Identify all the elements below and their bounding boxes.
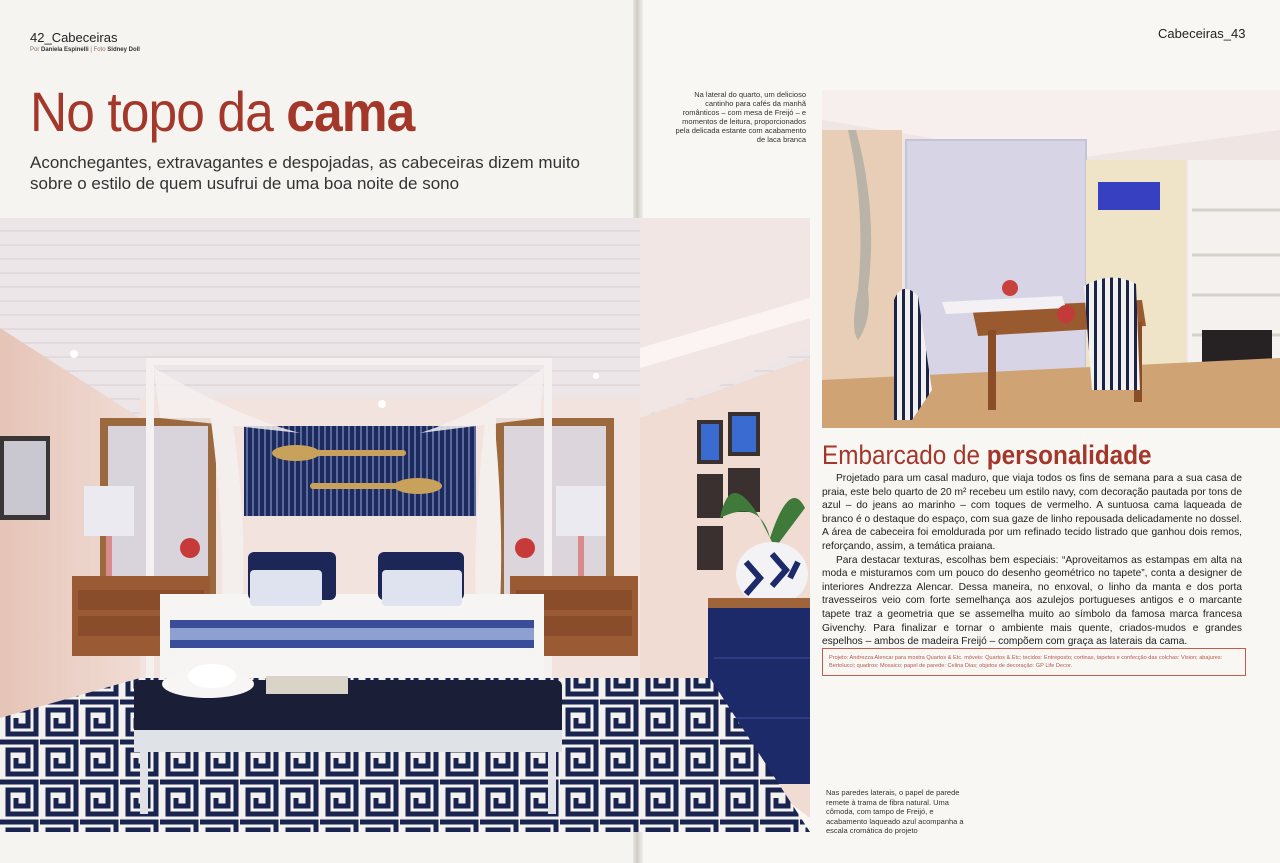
bedroom-photo	[0, 218, 810, 832]
byline-por-label: Por	[30, 47, 40, 53]
page-folio-right: Cabeceiras_43	[1158, 26, 1246, 41]
dining-illustration	[822, 90, 1280, 428]
byline	[30, 47, 140, 53]
page-folio-left: 42_Cabeceiras	[30, 30, 118, 45]
byline-foto-label: Foto	[93, 47, 106, 53]
byline-author: Daniela Espinelli	[41, 47, 89, 53]
byline-separator: |	[90, 47, 92, 53]
article-body	[822, 472, 1242, 649]
dining-photo	[822, 90, 1280, 428]
credits-box: Projeto: Andrezza Alencar para mostra Quartos & Etc. móveis: Quartos & Etc; tecidos: Entreposto; cortinas, tapetes e confecção das colchas: Vision; abajures: Bertolucci; quadros: Mosaico; papel de parede: Celina Dias; objetos de decoração: GP Life Decor.	[822, 648, 1246, 676]
headline-part: No topo da	[30, 80, 287, 143]
byline-photographer: Sidney Doll	[107, 47, 140, 53]
section-title-bold: personalidade	[986, 440, 1152, 470]
bedroom-illustration	[0, 218, 810, 832]
caption-dining-corner: Na lateral do quarto, um delicioso cantinho para cafés da manhã românticos – com mesa de Freijó – e momentos de leitura, proporcionados pela delicada estante com acabamento de laca branca	[675, 90, 806, 144]
section-title-light: Embarcado de	[822, 440, 987, 470]
article-paragraph-2: Para destacar texturas, escolhas bem especiais: “Aproveitamos as estampas em alta na moda e misturamos com um pouco do desenho geométrico no tapete”, conta a designer de interiores Andrezza Alencar. Dessa maneira, no enxoval, o linho da manta e dos porta travesseiros veio com forte semelhança aos azulejos portugueses antigos e o marcante tapete traz a geometria que se assemelha muito ao símbolo da famosa marca francesa Givenchy. Para finalizar e tornar o ambiente mais quente, criados-mudos e grandes espelhos – ambos de madeira Freijó – compõem com graça as laterais da cama.	[822, 554, 1242, 648]
article-paragraph-1: Projetado para um casal maduro, que viaja todos os fins de semana para a sua casa de praia, este belo quarto de 20 m² recebeu um estilo navy, com decoração pautada por tons de azul – do jeans ao marinho – com toques de vermelho. A suntuosa cama laqueada de branco é o destaque do espaço, com sua gaze de linho repousada delicadamente no dossel. A área de cabeceira foi emoldurada por um refinado tecido listrado que ganhou dois remos, reforçando, assim, a temática praiana.	[822, 473, 1243, 552]
section-title	[822, 440, 1152, 471]
caption-bedroom-walls: Nas paredes laterais, o papel de parede remete à trama de fibra natural. Uma cômoda, com tampo de Freijó, e acabamento laqueado azul acompanha a escala cromática do projeto	[826, 788, 964, 835]
deck-subtitle: Aconchegantes, extravagantes e despojadas, as cabeceiras dizem muito sobre o estilo de quem usufrui de uma boa noite de sono	[30, 153, 580, 193]
headline-emphasis: cama	[286, 80, 415, 143]
headline	[30, 80, 415, 143]
